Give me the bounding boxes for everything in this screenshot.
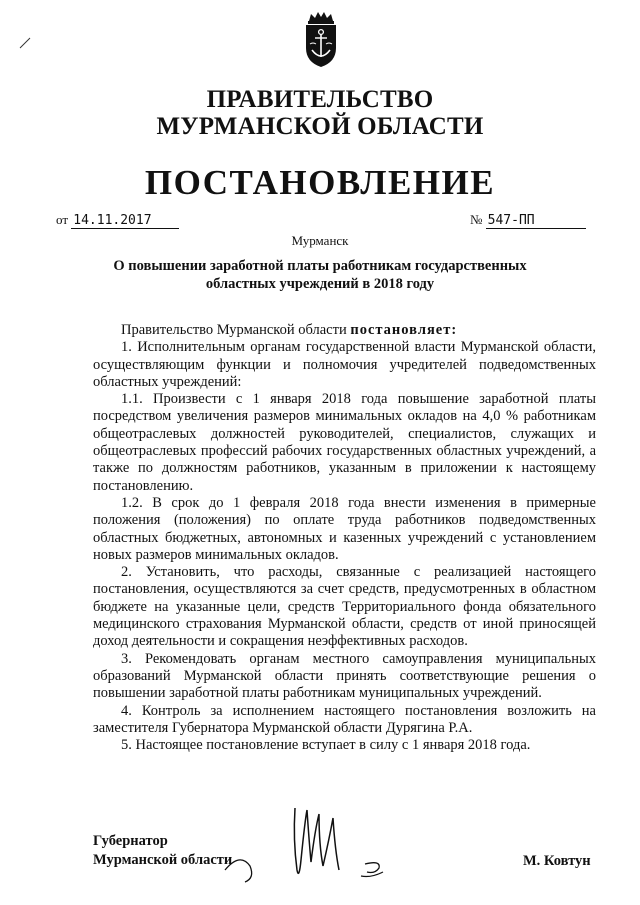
document-subject [0, 257, 640, 293]
subject-line2: областных учреждений в 2018 году [205, 276, 435, 292]
organization-name-line2: МУРМАНСКОЙ ОБЛАСТИ [156, 113, 484, 140]
paragraph-1-1: 1.1. Произвести с 1 января 2018 года повышение заработной платы посредством увеличения размеров минимальных окладов на 4,0 % работникам общеотраслевых должностей руководителей, специалистов, служащих и общеотраслевых профессий рабочих государственных областных учреждений, а также по должностям работников, указанным в приложении к настоящему постановлению. [93, 391, 596, 494]
signatory-title-line1: Губернатор [93, 833, 168, 849]
paragraph-2: 2. Установить, что расходы, связанные с реализацией настоящего постановления, осуществляются за счет средств, предусмотренных в областном бюджете на указанные цели, средств Территориального фонда обязательного медицинского страхования Мурманской области, средств от иной приносящей доход деятельности и сокращения неэффективных расходов. [93, 564, 596, 650]
date-prefix: от [56, 212, 69, 227]
signatory-title [93, 832, 232, 870]
subject-line1: О повышении заработной платы работникам государственных [113, 258, 527, 274]
city-name: Мурманск [291, 233, 349, 248]
handwritten-signature [215, 800, 395, 890]
intro-keyword: постановляет: [350, 322, 458, 338]
signatory-title-line2: Мурманской области [93, 852, 233, 868]
paragraph-4: 4. Контроль за исполнением настоящего постановления возложить на заместителя Губернатора Мурманской области Дурягина Р.А. [93, 702, 596, 736]
pen-mark [18, 36, 32, 50]
intro-lead: Правительство Мурманской области [121, 322, 351, 338]
paragraph-1-2: 1.2. В срок до 1 февраля 2018 года внести изменения в примерные положения (положения) по оплате труда работников подведомственных областных бюджетных, автономных и казенных учреждений с установлением новых размеров минимальных окладов. [93, 494, 596, 563]
document-body [93, 322, 596, 754]
document-type-title: ПОСТАНОВЛЕНИЕ [144, 163, 496, 202]
intro-paragraph [93, 322, 596, 339]
paragraph-3: 3. Рекомендовать органам местного самоуправления муниципальных образований Мурманской области принять соответствующие решения о повышении заработной платы работникам муниципальных учреждений. [93, 650, 596, 702]
number-prefix: № [470, 212, 483, 227]
paragraph-1: 1. Исполнительным органам государственной власти Мурманской области, осуществляющим функции и полномочия учредителей подведомственных областных учреждений: [93, 339, 596, 390]
organization-name-line1: ПРАВИТЕЛЬСТВО [206, 86, 434, 113]
number-value: 547-ПП [486, 214, 586, 229]
document-date [56, 212, 179, 229]
date-value: 14.11.2017 [71, 214, 179, 229]
document-number [470, 212, 586, 229]
coat-of-arms-icon [298, 12, 344, 68]
signatory-name: М. Ковтун [523, 853, 591, 869]
paragraph-5: 5. Настоящее постановление вступает в силу с 1 января 2018 года. [121, 737, 531, 754]
